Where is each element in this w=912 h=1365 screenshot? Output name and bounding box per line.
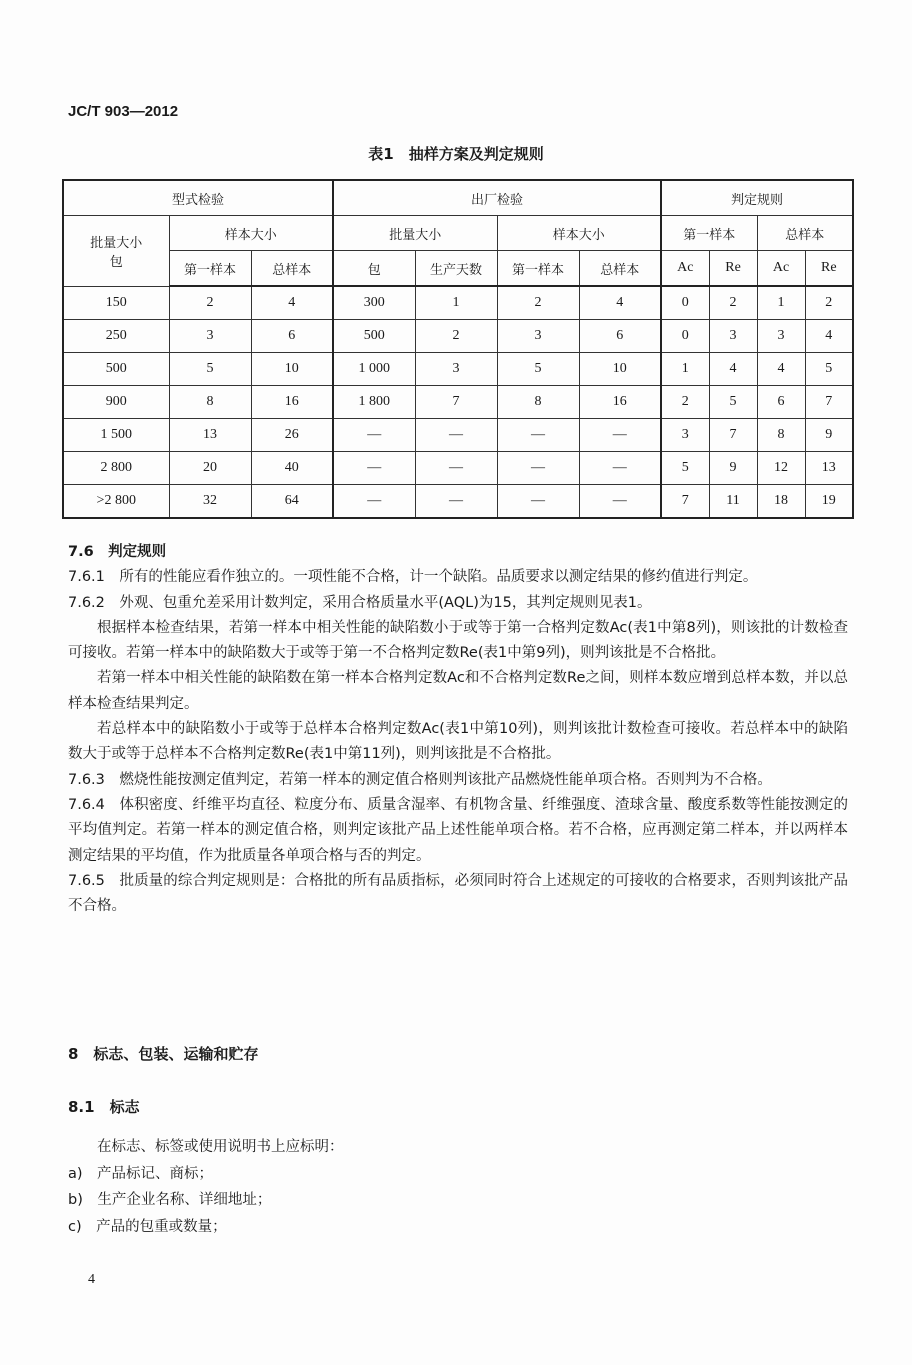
table-cell: 8 <box>497 386 579 419</box>
table-cell: 1 <box>415 286 497 320</box>
table-cell: — <box>497 419 579 452</box>
header-judge-total-sample: 总样本 <box>757 216 853 251</box>
table-cell: 16 <box>251 386 333 419</box>
table-cell: 20 <box>169 452 251 485</box>
table-cell: 3 <box>497 320 579 353</box>
table-row <box>63 286 853 320</box>
table-cell: 6 <box>251 320 333 353</box>
table-cell: 7 <box>415 386 497 419</box>
table-cell: 7 <box>805 386 853 419</box>
table-cell: 1 500 <box>63 419 169 452</box>
header-ac-1: Ac <box>661 251 709 287</box>
table-cell: 26 <box>251 419 333 452</box>
table-cell: 8 <box>757 419 805 452</box>
table-caption: 表1 抽样方案及判定规则 <box>368 145 544 163</box>
table-cell: 5 <box>709 386 757 419</box>
table-cell: 500 <box>333 320 415 353</box>
table-cell: 2 <box>497 286 579 320</box>
table-row <box>63 419 853 452</box>
table-cell: — <box>497 452 579 485</box>
header-ac-2: Ac <box>757 251 805 287</box>
table-row <box>63 386 853 419</box>
sampling-table <box>62 179 854 519</box>
table-cell: 2 <box>169 286 251 320</box>
table-cell: 5 <box>661 452 709 485</box>
table-cell: 5 <box>497 353 579 386</box>
table-cell: 11 <box>709 485 757 519</box>
table-cell: 0 <box>661 286 709 320</box>
header-first-sample: 第一样本 <box>169 251 251 287</box>
table-cell: 1 <box>757 286 805 320</box>
table-cell: 3 <box>757 320 805 353</box>
header-bag: 包 <box>333 251 415 287</box>
table-cell: 4 <box>251 286 333 320</box>
header-sample-size: 样本大小 <box>169 216 333 251</box>
table-cell: 1 <box>661 353 709 386</box>
table-cell: 32 <box>169 485 251 519</box>
table-cell: 300 <box>333 286 415 320</box>
table-cell: 9 <box>805 419 853 452</box>
clause-8-1-intro: 在标志、标签或使用说明书上应标明： <box>97 1139 344 1155</box>
heading-8: 8 标志、包装、运输和贮存 <box>68 1045 259 1063</box>
table-cell: 12 <box>757 452 805 485</box>
table-cell: 6 <box>579 320 661 353</box>
table-cell: 900 <box>63 386 169 419</box>
list-item-b: b) 生产企业名称、详细地址； <box>68 1192 272 1208</box>
clause-7-6-4: 7.6.4 体积密度、纤维平均直径、粒度分布、质量含湿率、有机物含量、纤维强度、渣球含量、酸度系数等性能按测定的平均值判定。若第一样本的测定值合格，则判定该批产品上述性能单项合格。若不合格，应再测定第二样本，并以两样本测定结果的平均值，作为批质量各单项合格与否的判定。 <box>68 796 848 864</box>
header-type-inspection: 型式检验 <box>63 180 333 216</box>
table-cell: 5 <box>805 353 853 386</box>
list-item-c: c) 产品的包重或数量； <box>68 1218 227 1235</box>
table-cell: 3 <box>415 353 497 386</box>
header-re-1: Re <box>709 251 757 287</box>
table-cell: 2 <box>709 286 757 320</box>
table-cell: — <box>579 485 661 519</box>
page-number: 4 <box>88 1272 95 1287</box>
table-cell: — <box>333 419 415 452</box>
table-cell: 40 <box>251 452 333 485</box>
header-factory-first-sample: 第一样本 <box>497 251 579 287</box>
header-total-sample: 总样本 <box>251 251 333 287</box>
table-cell: — <box>415 485 497 519</box>
table-cell: 8 <box>169 386 251 419</box>
table-cell: 500 <box>63 353 169 386</box>
header-factory-sample-size: 样本大小 <box>497 216 661 251</box>
table-cell: 4 <box>709 353 757 386</box>
header-factory-inspection: 出厂检验 <box>333 180 661 216</box>
table-cell: 13 <box>805 452 853 485</box>
table-cell: 250 <box>63 320 169 353</box>
table-row <box>63 320 853 353</box>
table-cell: 150 <box>63 286 169 320</box>
header-lot-unit: 包 <box>109 254 123 270</box>
table-cell: — <box>415 419 497 452</box>
table-cell: 3 <box>709 320 757 353</box>
section-8-1 <box>68 1134 848 1240</box>
clause-7-6-3: 7.6.3 燃烧性能按测定值判定，若第一样本的测定值合格则判该批产品燃烧性能单项合格。否则判为不合格。 <box>68 771 772 788</box>
heading-8-1: 8.1 标志 <box>68 1098 140 1116</box>
table-cell: — <box>333 485 415 519</box>
table-cell: 10 <box>251 353 333 386</box>
table-cell: 3 <box>169 320 251 353</box>
table-cell: 19 <box>805 485 853 519</box>
table-cell: 9 <box>709 452 757 485</box>
header-judgement-rules: 判定规则 <box>661 180 853 216</box>
table-cell: 64 <box>251 485 333 519</box>
section-7-6 <box>68 540 848 919</box>
list-item-a: a) 产品标记、商标； <box>68 1165 214 1182</box>
table-cell: 2 <box>415 320 497 353</box>
table-cell: 1 000 <box>333 353 415 386</box>
header-re-2: Re <box>805 251 853 287</box>
table-cell: — <box>579 452 661 485</box>
table-cell: 4 <box>757 353 805 386</box>
table-cell: 0 <box>661 320 709 353</box>
header-lot-size-cell <box>63 216 169 287</box>
header-prod-days: 生产天数 <box>415 251 497 287</box>
table-row <box>63 452 853 485</box>
table-cell: 6 <box>757 386 805 419</box>
clause-7-6-2-para-3: 若总样本中的缺陷数小于或等于总样本合格判定数Ac(表1中第10列)，则判该批计数检查可接收。若总样本中的缺陷数大于或等于总样本不合格判定数Re(表1中第11列)，则判该批是不合格批。 <box>68 721 848 763</box>
table-cell: 16 <box>579 386 661 419</box>
table-cell: 2 800 <box>63 452 169 485</box>
table-cell: 4 <box>579 286 661 320</box>
table-cell: 10 <box>579 353 661 386</box>
header-factory-lot-size: 批量大小 <box>333 216 497 251</box>
table-cell: 7 <box>709 419 757 452</box>
table-cell: — <box>497 485 579 519</box>
header-factory-total-sample: 总样本 <box>579 251 661 287</box>
table-cell: — <box>333 452 415 485</box>
table-cell: 2 <box>805 286 853 320</box>
table-cell: 1 800 <box>333 386 415 419</box>
document-code: JC/T 903—2012 <box>68 103 179 120</box>
clause-7-6-2: 7.6.2 外观、包重允差采用计数判定，采用合格质量水平(AQL)为15，其判定规则见表1。 <box>68 594 652 611</box>
clause-7-6-2-para-1: 根据样本检查结果，若第一样本中相关性能的缺陷数小于或等于第一合格判定数Ac(表1中第8列)，则该批的计数检查可接收。若第一样本中的缺陷数大于或等于第一不合格判定数Re(表1中第9列)，则判该批是不合格批。 <box>68 619 848 662</box>
header-judge-first-sample: 第一样本 <box>661 216 757 251</box>
table-cell: — <box>415 452 497 485</box>
table-cell: >2 800 <box>63 485 169 519</box>
table-cell: 7 <box>661 485 709 519</box>
table-cell: 4 <box>805 320 853 353</box>
table-cell: 2 <box>661 386 709 419</box>
clause-7-6-2-para-2: 若第一样本中相关性能的缺陷数在第一样本合格判定数Ac和不合格判定数Re之间，则样本数应增到总样本数，并以总样本检查结果判定。 <box>68 670 848 712</box>
table-row <box>63 485 853 519</box>
table-cell: — <box>579 419 661 452</box>
clause-7-6-5: 7.6.5 批质量的综合判定规则是：合格批的所有品质指标，必须同时符合上述规定的可接收的合格要求，否则判该批产品不合格。 <box>68 872 848 915</box>
table-cell: 18 <box>757 485 805 519</box>
clause-7-6-1: 7.6.1 所有的性能应看作独立的。一项性能不合格，计一个缺陷。品质要求以测定结果的修约值进行判定。 <box>68 569 758 586</box>
table-cell: 5 <box>169 353 251 386</box>
table-row <box>63 353 853 386</box>
table-cell: 3 <box>661 419 709 452</box>
table-body <box>63 286 853 518</box>
table-cell: 13 <box>169 419 251 452</box>
heading-7-6: 7.6 判定规则 <box>68 544 167 560</box>
header-lot-size: 批量大小 <box>90 235 143 251</box>
